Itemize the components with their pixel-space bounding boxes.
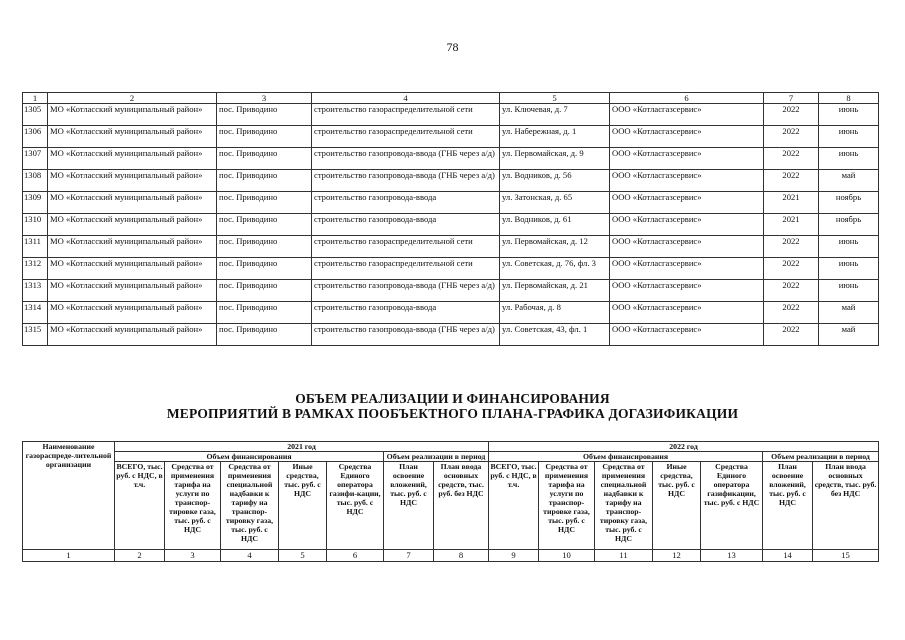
org-name: МО «Котласский муниципальный район» <box>48 214 217 236</box>
col-plan-investment: План освоение вложений, тыс. руб. с НДС <box>763 462 813 550</box>
org-name: МО «Котласский муниципальный район» <box>48 192 217 214</box>
col-other-funds: Иные средства, тыс. руб. с НДС <box>653 462 701 550</box>
table-row <box>23 302 879 324</box>
column-number: 5 <box>500 93 610 104</box>
address: ул. Ключевая, д. 7 <box>500 104 610 126</box>
month: июнь <box>819 236 879 258</box>
work-type: строительство газопровода-ввода (ГНБ через а/д) <box>312 280 500 302</box>
month: июнь <box>819 280 879 302</box>
column-number: 10 <box>539 550 595 562</box>
table-row <box>23 280 879 302</box>
year: 2022 <box>764 126 819 148</box>
address: ул. Затонская, д. 65 <box>500 192 610 214</box>
org-name: МО «Котласский муниципальный район» <box>48 302 217 324</box>
address: ул. Первомайская, д. 12 <box>500 236 610 258</box>
table-row <box>23 192 879 214</box>
realization-header-2021: Объем реализации в период <box>384 452 489 462</box>
month: июнь <box>819 148 879 170</box>
table-row <box>23 236 879 258</box>
operator: ООО «Котласгазсервис» <box>610 236 764 258</box>
objects-table-body <box>23 93 879 346</box>
column-number: 1 <box>23 550 115 562</box>
row-number: 1312 <box>23 258 48 280</box>
financing-table <box>22 441 879 562</box>
financing-header-2021: Объем финансирования <box>115 452 384 462</box>
col-operator-funds: Средства Единого оператора газифи-кации, тыс. руб. с НДС <box>327 462 384 550</box>
work-type: строительство газораспределительной сети <box>312 104 500 126</box>
column-number: 11 <box>595 550 653 562</box>
month: июнь <box>819 126 879 148</box>
address: ул. Рабочая, д. 8 <box>500 302 610 324</box>
year: 2022 <box>764 104 819 126</box>
col-tariff-funds: Средства от применения тарифа на услуги по транспор-тировке газа, тыс. руб. с НДС <box>165 462 221 550</box>
col-total: ВСЕГО, тыс. руб. с НДС, в т.ч. <box>489 462 539 550</box>
month: ноябрь <box>819 192 879 214</box>
row-number: 1314 <box>23 302 48 324</box>
column-number: 7 <box>384 550 434 562</box>
column-number: 4 <box>312 93 500 104</box>
org-name: МО «Котласский муниципальный район» <box>48 258 217 280</box>
header-row-groups <box>23 452 879 462</box>
year: 2022 <box>764 258 819 280</box>
year-2021-header: 2021 год <box>115 442 489 452</box>
operator: ООО «Котласгазсервис» <box>610 148 764 170</box>
column-number: 2 <box>48 93 217 104</box>
column-number: 8 <box>434 550 489 562</box>
settlement: пос. Приводино <box>217 258 312 280</box>
month: ноябрь <box>819 214 879 236</box>
month: май <box>819 302 879 324</box>
address: ул. Набережная, д. 1 <box>500 126 610 148</box>
year: 2021 <box>764 192 819 214</box>
column-number: 6 <box>327 550 384 562</box>
financing-header-2022: Объем финансирования <box>489 452 763 462</box>
work-type: строительство газопровода-ввода (ГНБ через а/д) <box>312 148 500 170</box>
page-number: 78 <box>446 40 459 54</box>
operator: ООО «Котласгазсервис» <box>610 126 764 148</box>
column-number-row <box>23 93 879 104</box>
column-number: 5 <box>279 550 327 562</box>
column-number: 7 <box>764 93 819 104</box>
column-number: 2 <box>115 550 165 562</box>
table-row <box>23 258 879 280</box>
row-number: 1311 <box>23 236 48 258</box>
column-number: 13 <box>701 550 763 562</box>
year: 2022 <box>764 170 819 192</box>
settlement: пос. Приводино <box>217 192 312 214</box>
col-operator-funds: Средства Единого оператора газификации, тыс. руб. с НДС <box>701 462 763 550</box>
org-name: МО «Котласский муниципальный район» <box>48 104 217 126</box>
col-plan-assets: План ввода основных средств, тыс. руб. без НДС <box>813 462 879 550</box>
header-row-years <box>23 442 879 452</box>
column-number: 4 <box>221 550 279 562</box>
work-type: строительство газораспределительной сети <box>312 258 500 280</box>
row-number: 1313 <box>23 280 48 302</box>
row-number: 1305 <box>23 104 48 126</box>
table-row <box>23 214 879 236</box>
org-name: МО «Котласский муниципальный район» <box>48 170 217 192</box>
operator: ООО «Котласгазсервис» <box>610 214 764 236</box>
work-type: строительство газораспределительной сети <box>312 236 500 258</box>
section-title-line2: МЕРОПРИЯТИЙ В РАМКАХ ПООБЪЕКТНОГО ПЛАНА-ГРАФИКА ДОГАЗИФИКАЦИИ <box>166 406 739 421</box>
year: 2022 <box>764 280 819 302</box>
org-name: МО «Котласский муниципальный район» <box>48 236 217 258</box>
address: ул. Водников, д. 56 <box>500 170 610 192</box>
table-row <box>23 126 879 148</box>
column-number: 9 <box>489 550 539 562</box>
table-row <box>23 104 879 126</box>
row-number: 1309 <box>23 192 48 214</box>
objects-table <box>22 92 879 346</box>
row-number: 1308 <box>23 170 48 192</box>
column-number: 14 <box>763 550 813 562</box>
month: май <box>819 170 879 192</box>
col-special-surcharge: Средства от применения специальной надбавки к тарифу на транспор-тировку газа, тыс. руб. с НДС <box>221 462 279 550</box>
work-type: строительство газопровода-ввода (ГНБ через а/д) <box>312 324 500 346</box>
year: 2022 <box>764 324 819 346</box>
column-number: 1 <box>23 93 48 104</box>
realization-header-2022: Объем реализации в период <box>763 452 879 462</box>
settlement: пос. Приводино <box>217 126 312 148</box>
operator: ООО «Котласгазсервис» <box>610 324 764 346</box>
work-type: строительство газопровода-ввода <box>312 302 500 324</box>
address: ул. Советская, д. 76, фл. 3 <box>500 258 610 280</box>
column-number: 6 <box>610 93 764 104</box>
work-type: строительство газопровода-ввода (ГНБ через а/д) <box>312 170 500 192</box>
col-plan-assets: План ввода основных средств, тыс. руб. без НДС <box>434 462 489 550</box>
column-number: 3 <box>165 550 221 562</box>
settlement: пос. Приводино <box>217 170 312 192</box>
column-number: 15 <box>813 550 879 562</box>
work-type: строительство газораспределительной сети <box>312 126 500 148</box>
org-name: МО «Котласский муниципальный район» <box>48 148 217 170</box>
month: май <box>819 324 879 346</box>
operator: ООО «Котласгазсервис» <box>610 258 764 280</box>
col-tariff-funds: Средства от применения тарифа на услуги по транспор-тировке газа, тыс. руб. с НДС <box>539 462 595 550</box>
operator: ООО «Котласгазсервис» <box>610 104 764 126</box>
row-number: 1315 <box>23 324 48 346</box>
org-name: МО «Котласский муниципальный район» <box>48 280 217 302</box>
row-number: 1307 <box>23 148 48 170</box>
col-other-funds: Иные средства, тыс. руб. с НДС <box>279 462 327 550</box>
settlement: пос. Приводино <box>217 214 312 236</box>
settlement: пос. Приводино <box>217 104 312 126</box>
operator: ООО «Котласгазсервис» <box>610 192 764 214</box>
month: июнь <box>819 104 879 126</box>
year: 2022 <box>764 236 819 258</box>
address: ул. Водников, д. 61 <box>500 214 610 236</box>
settlement: пос. Приводино <box>217 324 312 346</box>
address: ул. Первомайская, д. 9 <box>500 148 610 170</box>
settlement: пос. Приводино <box>217 236 312 258</box>
work-type: строительство газопровода-ввода <box>312 192 500 214</box>
work-type: строительство газопровода-ввода <box>312 214 500 236</box>
table-row <box>23 170 879 192</box>
year-2022-header: 2022 год <box>489 442 879 452</box>
operator: ООО «Котласгазсервис» <box>610 280 764 302</box>
col-plan-investment: План освоение вложений, тыс. руб. с НДС <box>384 462 434 550</box>
row-number: 1310 <box>23 214 48 236</box>
settlement: пос. Приводино <box>217 280 312 302</box>
col-total: ВСЕГО, тыс. руб. с НДС, в т.ч. <box>115 462 165 550</box>
year: 2022 <box>764 148 819 170</box>
section-title-line1: ОБЪЕМ РЕАЛИЗАЦИИ И ФИНАНСИРОВАНИЯ <box>295 391 610 406</box>
year: 2021 <box>764 214 819 236</box>
year: 2022 <box>764 302 819 324</box>
header-row-columns <box>23 462 879 550</box>
settlement: пос. Приводино <box>217 148 312 170</box>
operator: ООО «Котласгазсервис» <box>610 170 764 192</box>
col-special-surcharge: Средства от применения специальной надбавки к тарифу на транспор-тировку газа, тыс. руб. с НДС <box>595 462 653 550</box>
address: ул. Советская, 43, фл. 1 <box>500 324 610 346</box>
org-name: МО «Котласский муниципальный район» <box>48 126 217 148</box>
settlement: пос. Приводино <box>217 302 312 324</box>
address: ул. Первомайская, д. 21 <box>500 280 610 302</box>
org-name: МО «Котласский муниципальный район» <box>48 324 217 346</box>
column-number: 8 <box>819 93 879 104</box>
column-number-row <box>23 550 879 562</box>
column-number: 3 <box>217 93 312 104</box>
month: июнь <box>819 258 879 280</box>
row-number: 1306 <box>23 126 48 148</box>
column-number: 12 <box>653 550 701 562</box>
table-row <box>23 148 879 170</box>
org-header: Наименование газораспреде-лительной организации <box>23 442 115 550</box>
table-row <box>23 324 879 346</box>
operator: ООО «Котласгазсервис» <box>610 302 764 324</box>
